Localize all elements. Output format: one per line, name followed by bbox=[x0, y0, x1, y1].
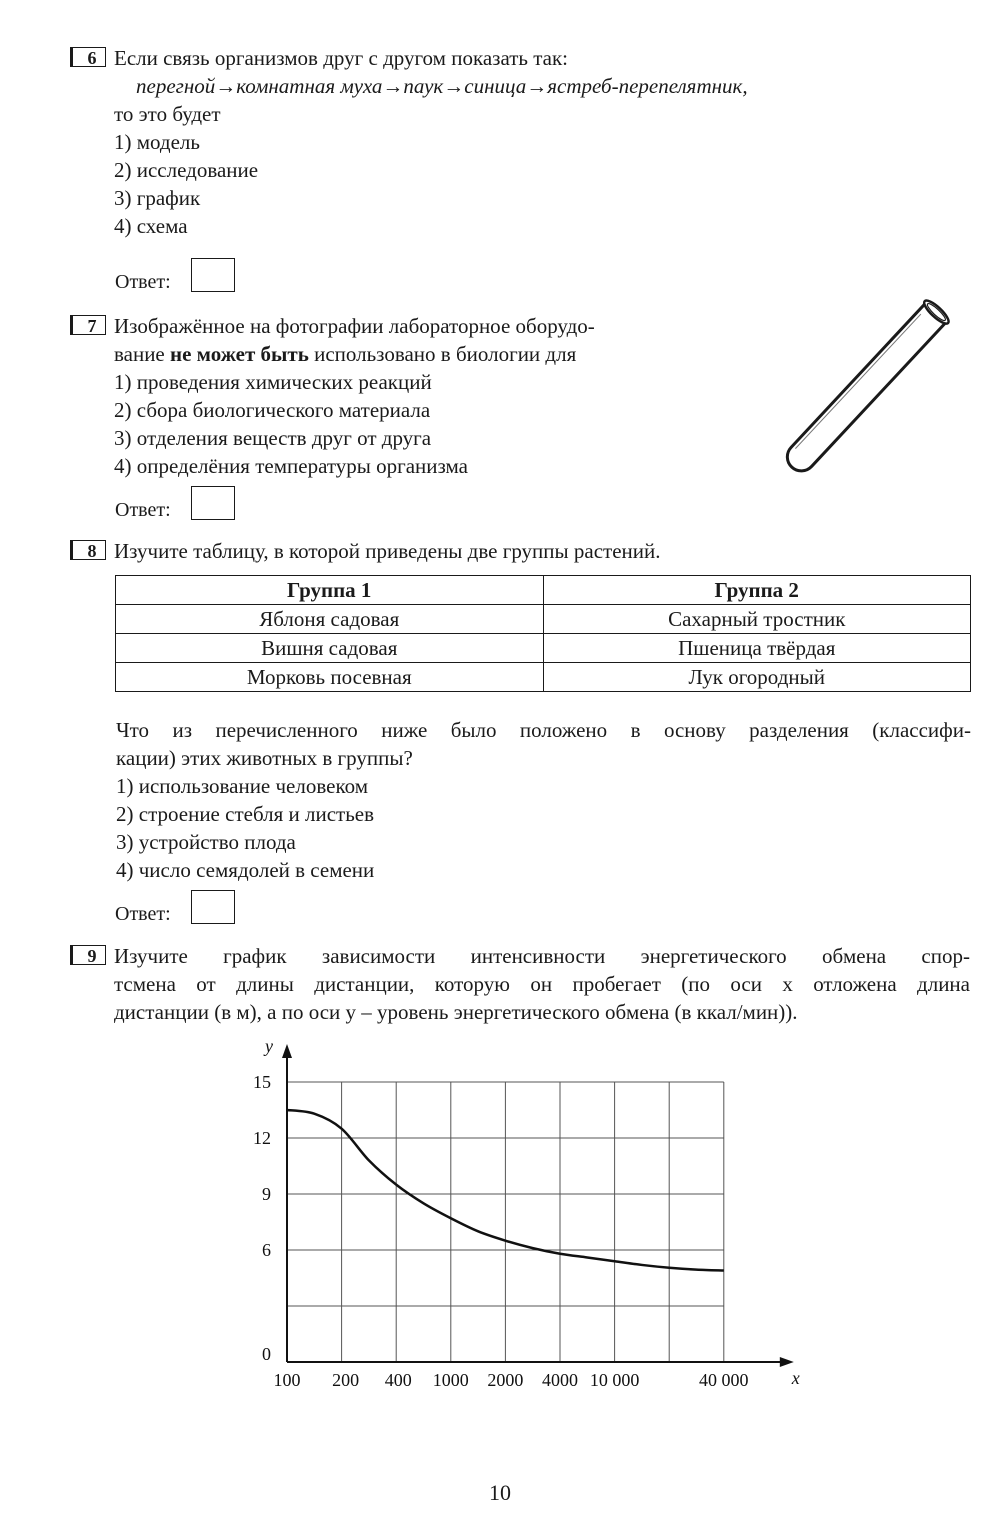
table-row bbox=[116, 663, 971, 692]
question-number: 6 bbox=[70, 47, 106, 67]
table-cell: Пшеница твёрдая bbox=[543, 634, 971, 663]
food-chain: перегной→комнатная муха→паук→синица→ястреб-перепелятник, bbox=[136, 74, 748, 98]
y-tick-label: 9 bbox=[262, 1184, 271, 1204]
question-intro: Изучите таблицу, в которой приведены две группы растений. bbox=[114, 539, 661, 563]
answer-input[interactable] bbox=[191, 258, 235, 292]
y-tick-label: 0 bbox=[262, 1344, 271, 1364]
table-row bbox=[116, 605, 971, 634]
question-line-3: дистанции (в м), а по оси y – уровень энергетического обмена (в ккал/мин)). bbox=[114, 1000, 798, 1024]
option-4[interactable]: 4) определёния температуры организма bbox=[114, 454, 468, 478]
question-9 bbox=[70, 942, 970, 1032]
question-line-1: Изучите график зависимости интенсивности энергетического обмена спор- bbox=[114, 944, 970, 968]
answer-label: Ответ: bbox=[115, 271, 171, 293]
question-text-cont bbox=[116, 744, 970, 884]
question-text bbox=[114, 942, 970, 1026]
x-tick-label: 100 bbox=[273, 1370, 301, 1390]
option-4[interactable]: 4) число семядолей в семени bbox=[116, 858, 375, 882]
question-intro: Если связь организмов друг с другом показать так: bbox=[114, 46, 569, 70]
table-header: Группа 1 bbox=[116, 576, 544, 605]
option-3[interactable]: 3) график bbox=[114, 186, 201, 210]
plants-table bbox=[115, 575, 971, 692]
page-number: 10 bbox=[489, 1480, 511, 1505]
table-header-row bbox=[116, 576, 971, 605]
question-number: 9 bbox=[70, 945, 106, 965]
question-number: 8 bbox=[70, 540, 106, 560]
chart-ticks bbox=[253, 1036, 800, 1390]
text-fragment: использовано в биологии для bbox=[308, 342, 577, 366]
option-3[interactable]: 3) устройство плода bbox=[116, 830, 296, 854]
y-tick-label: 6 bbox=[262, 1240, 271, 1260]
option-1[interactable]: 1) использование человеком bbox=[116, 774, 368, 798]
x-axis-label: x bbox=[791, 1368, 800, 1388]
option-2[interactable]: 2) исследование bbox=[114, 158, 259, 182]
y-tick-label: 12 bbox=[253, 1128, 271, 1148]
option-2[interactable]: 2) строение стебля и листьев bbox=[116, 802, 375, 826]
option-1[interactable]: 1) проведения химических реакций bbox=[114, 370, 432, 394]
table-cell: Морковь посевная bbox=[116, 663, 544, 692]
y-tick-label: 15 bbox=[253, 1072, 271, 1092]
question-line-2: кации) этих животных в группы? bbox=[116, 746, 413, 770]
answer-input[interactable] bbox=[191, 890, 235, 924]
option-2[interactable]: 2) сбора биологического материала bbox=[114, 398, 431, 422]
option-4[interactable]: 4) схема bbox=[114, 214, 188, 238]
chart-axes bbox=[282, 1044, 794, 1367]
table-row bbox=[116, 634, 971, 663]
table-cell: Лук огородный bbox=[543, 663, 971, 692]
answer-input[interactable] bbox=[191, 486, 235, 520]
question-line-2 bbox=[114, 340, 710, 368]
option-1[interactable]: 1) модель bbox=[114, 130, 200, 154]
test-tube-icon bbox=[760, 288, 960, 500]
x-tick-label: 2000 bbox=[487, 1370, 524, 1390]
question-text bbox=[114, 537, 970, 565]
question-line-1: Изображённое на фотографии лабораторное оборудо- bbox=[114, 314, 595, 338]
x-tick-label: 10 000 bbox=[589, 1370, 640, 1390]
chart-grid bbox=[287, 1082, 724, 1362]
question-number: 7 bbox=[70, 315, 106, 335]
x-tick-label: 200 bbox=[332, 1370, 360, 1390]
x-tick-label: 1000 bbox=[432, 1370, 469, 1390]
table-cell: Вишня садовая bbox=[116, 634, 544, 663]
y-axis-label: y bbox=[265, 1036, 273, 1056]
x-tick-label: 400 bbox=[384, 1370, 412, 1390]
question-lead: то это будет bbox=[114, 102, 221, 126]
table-cell: Яблоня садовая bbox=[116, 605, 544, 634]
question-line-2: тсмена от длины дистанции, которую он пробегает (по оси x отложена длина bbox=[114, 972, 970, 996]
y-axis-arrow bbox=[282, 1044, 292, 1058]
question-line-1: Что из перечисленного ниже было положено в основу разделения (классифи- bbox=[116, 718, 971, 742]
answer-label: Ответ: bbox=[115, 499, 171, 521]
x-axis-arrow bbox=[780, 1357, 794, 1367]
energy-chart bbox=[240, 1030, 820, 1400]
emphasis: не может быть bbox=[170, 342, 309, 366]
question-8-body bbox=[70, 716, 970, 936]
x-tick-label: 40 000 bbox=[699, 1370, 749, 1390]
table-header: Группа 2 bbox=[543, 576, 971, 605]
question-text bbox=[116, 716, 970, 744]
answer-label: Ответ: bbox=[115, 903, 171, 925]
question-text bbox=[114, 44, 970, 240]
table-cell: Сахарный тростник bbox=[543, 605, 971, 634]
question-text bbox=[114, 312, 710, 480]
option-3[interactable]: 3) отделения веществ друг от друга bbox=[114, 426, 432, 450]
question-8 bbox=[70, 537, 970, 571]
question-6 bbox=[70, 44, 970, 304]
text-fragment: вание bbox=[114, 342, 171, 366]
x-tick-label: 4000 bbox=[542, 1370, 578, 1390]
